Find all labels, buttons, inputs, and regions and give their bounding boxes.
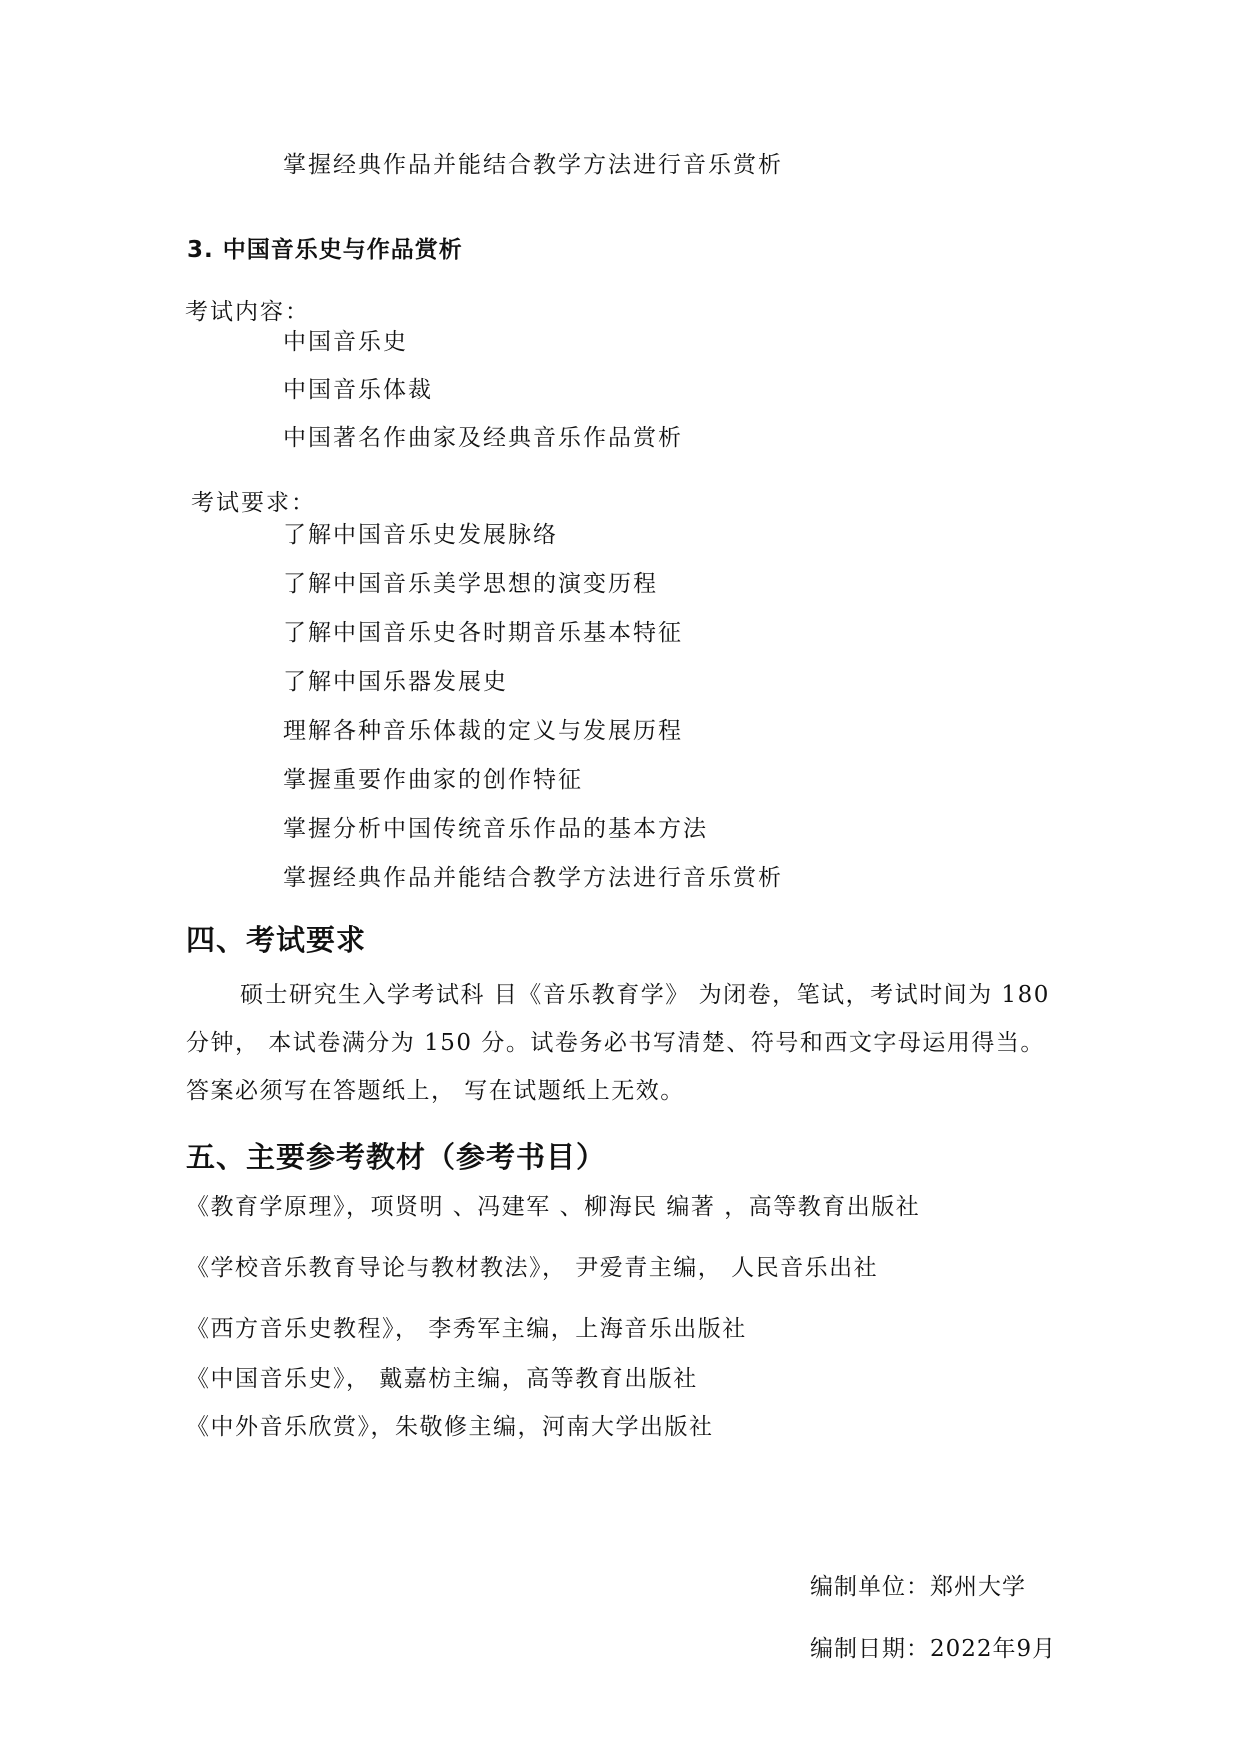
reference-item: 《中外音乐欣赏》，朱敬修主编，河南大学出版社	[186, 1414, 714, 1440]
reference-item: 《西方音乐史教程》， 李秀军主编，上海音乐出版社	[186, 1316, 747, 1342]
compiling-unit: 编制单位：郑州大学	[810, 1574, 1026, 1600]
exam-requirement-item: 掌握重要作曲家的创作特征	[283, 767, 583, 793]
exam-requirement-item: 了解中国音乐史各时期音乐基本特征	[283, 620, 683, 646]
section-5-heading: 五、主要参考教材（参考书目）	[186, 1140, 607, 1174]
reference-item: 《学校音乐教育导论与教材教法》， 尹爱青主编， 人民音乐出社	[186, 1255, 879, 1281]
exam-content-item: 中国著名作曲家及经典音乐作品赏析	[283, 425, 683, 451]
exam-requirements-paragraph-line: 硕士研究生入学考试科 目《音乐教育学》 为闭卷，笔试，考试时间为 180	[240, 982, 1050, 1008]
exam-requirement-item: 掌握经典作品并能结合教学方法进行音乐赏析	[283, 865, 783, 891]
exam-requirements-paragraph-line: 分钟， 本试卷满分为 150 分。试卷务必书写清楚、符号和西文字母运用得当。	[186, 1030, 1045, 1056]
exam-content-item: 中国音乐史	[283, 329, 408, 355]
section-4-heading: 四、考试要求	[186, 923, 367, 957]
exam-content-label: 考试内容：	[185, 299, 310, 325]
section-3-heading: 3. 中国音乐史与作品赏析	[187, 237, 463, 263]
exam-requirement-item: 了解中国音乐美学思想的演变历程	[283, 571, 658, 597]
exam-requirement-item: 理解各种音乐体裁的定义与发展历程	[283, 718, 683, 744]
exam-requirement-item: 掌握分析中国传统音乐作品的基本方法	[283, 816, 708, 842]
exam-requirement-label: 考试要求：	[191, 490, 316, 516]
reference-item: 《教育学原理》，项贤明 、冯建军 、柳海民 编著 ，高等教育出版社	[186, 1194, 921, 1220]
exam-requirement-item: 了解中国乐器发展史	[283, 669, 508, 695]
exam-requirement-item: 了解中国音乐史发展脉络	[283, 522, 558, 548]
exam-requirements-paragraph-line: 答案必须写在答题纸上， 写在试题纸上无效。	[186, 1078, 685, 1104]
reference-item: 《中国音乐史》， 戴嘉枋主编，高等教育出版社	[186, 1366, 698, 1392]
exam-content-item: 中国音乐体裁	[283, 377, 433, 403]
compiling-date: 编制日期：2022年9月	[810, 1636, 1057, 1662]
previous-section-last-item: 掌握经典作品并能结合教学方法进行音乐赏析	[283, 152, 783, 178]
